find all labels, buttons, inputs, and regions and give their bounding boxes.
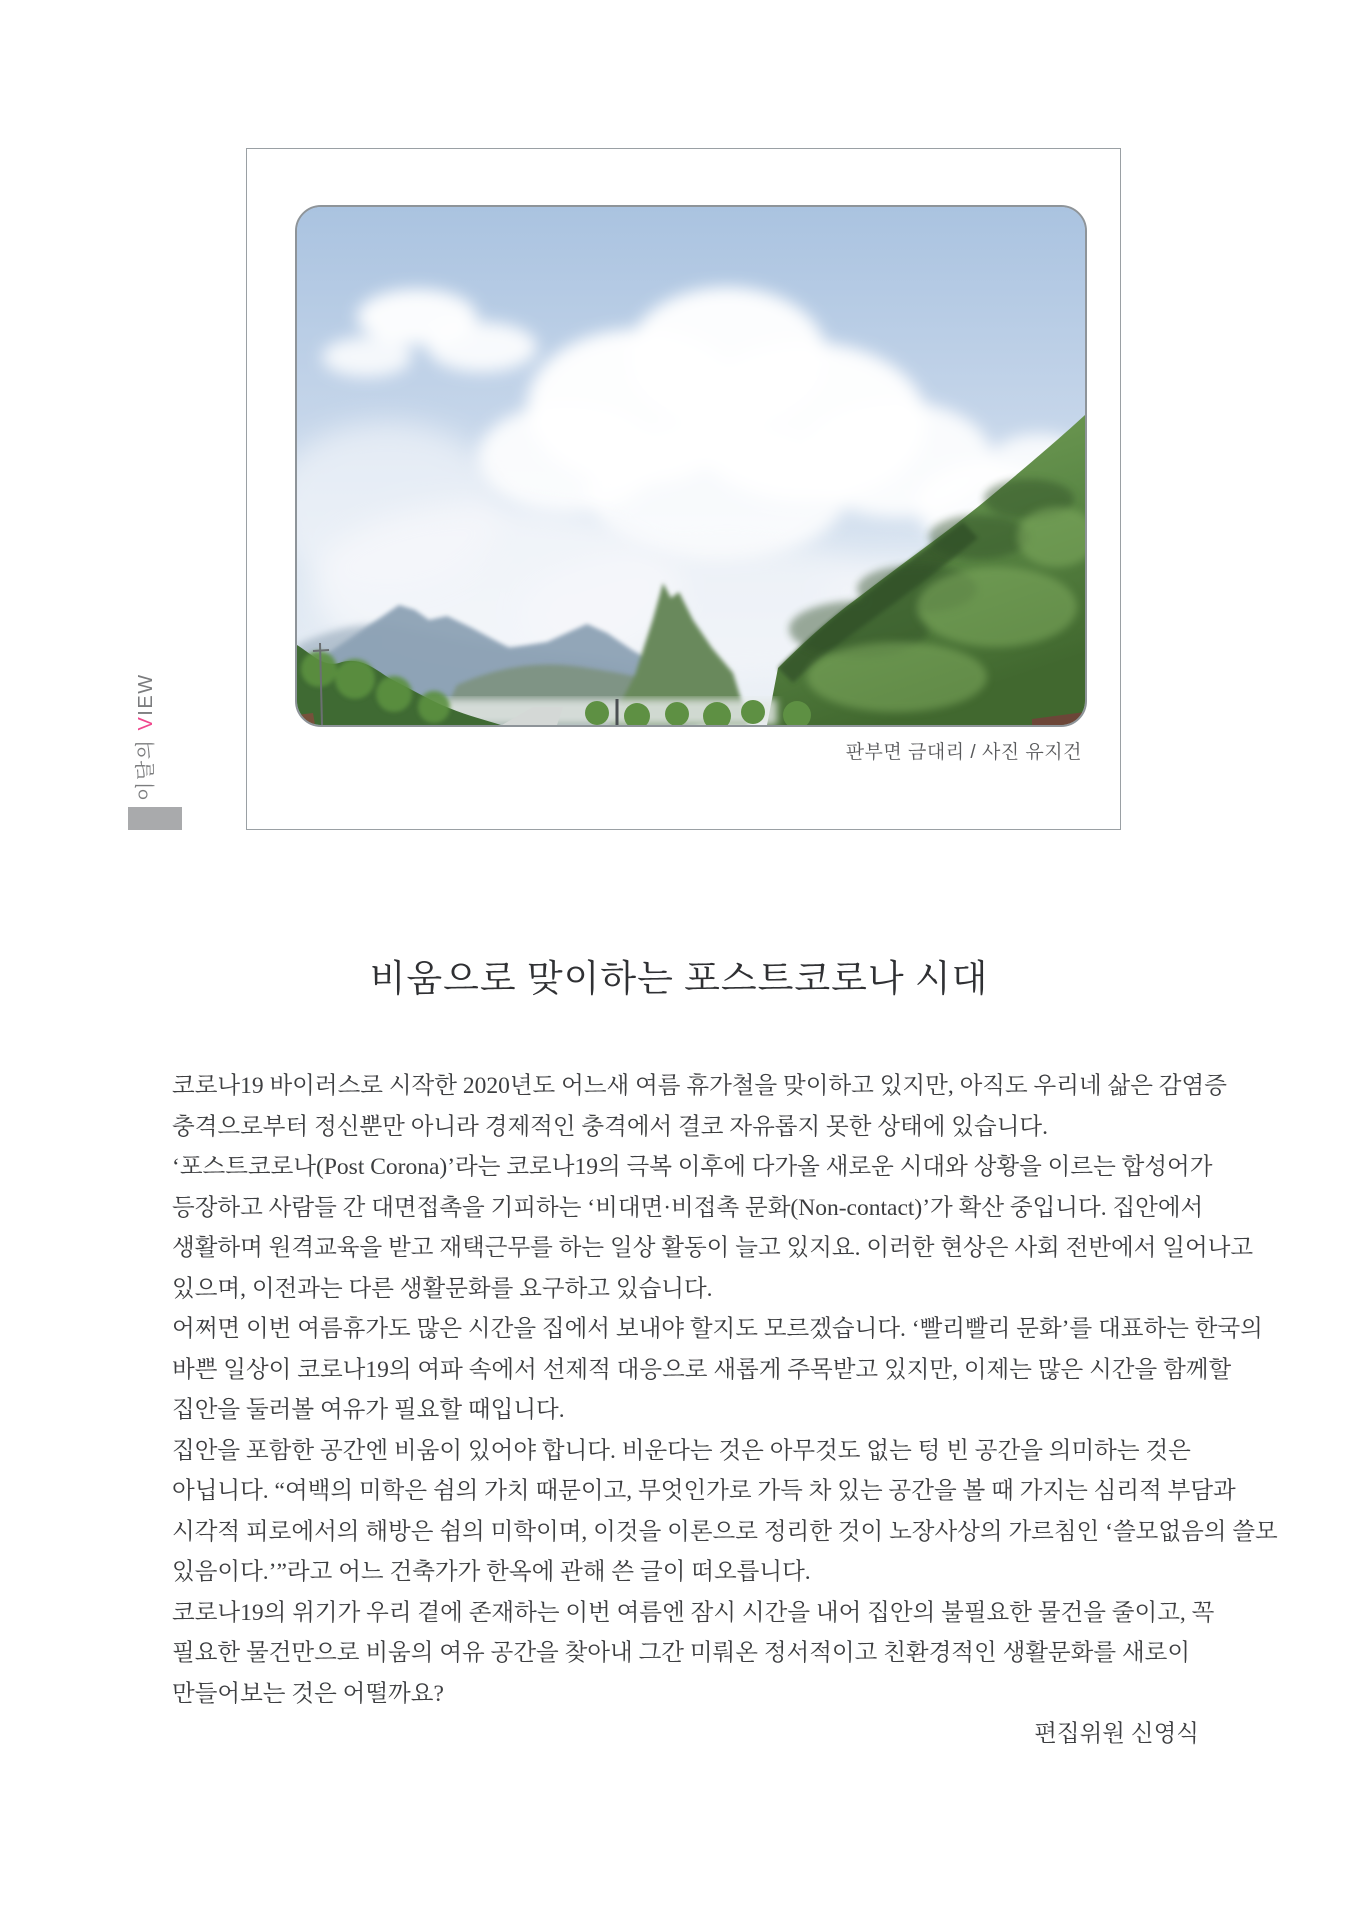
section-tab-marker [128,807,182,830]
body-line: 어쩌면 이번 여름휴가도 많은 시간을 집에서 보내야 할지도 모르겠습니다. ‘빨리빨리 문화’를 대표하는 한국의 [172,1316,1263,1342]
body-line: 코로나19의 위기가 우리 곁에 존재하는 이번 여름엔 잠시 시간을 내어 집안의 불필요한 물건을 줄이고, 꼭 [172,1599,1215,1626]
section-tab-prefix: 이달의 [135,738,157,801]
section-tab-rest: IEW [135,673,157,716]
body-line: 집안을 둘러볼 여유가 필요할 때입니다. [172,1397,565,1423]
section-tab-accent-letter: V [135,715,157,731]
body-line: 코로나19 바이러스로 시작한 2020년도 어느새 여름 휴가철을 맞이하고 있지만, 아직도 우리네 삶은 감염증 [172,1073,1227,1099]
body-line: 있음이다.’”라고 어느 건축가가 한옥에 관해 쓴 글이 떠오릅니다. [172,1559,811,1585]
body-line: 바쁜 일상이 코로나19의 여파 속에서 선제적 대응으로 새롭게 주목받고 있지만, 이제는 많은 시간을 함께할 [172,1356,1232,1383]
article-title: 비움으로 맞이하는 포스트코로나 시대 [369,959,989,1000]
body-line: 집안을 포함한 공간엔 비움이 있어야 합니다. 비운다는 것은 아무것도 없는 텅 빈 공간을 의미하는 것은 [172,1437,1191,1464]
body-line: 등장하고 사람들 간 대면접촉을 기피하는 ‘비대면·비접촉 문화(Non-contact)’가 확산 중입니다. 집안에서 [172,1194,1204,1221]
landscape-photo [295,205,1087,727]
photo-frame [246,148,1121,830]
landscape-photo-art [297,207,1085,725]
body-line: 충격으로부터 정신뿐만 아니라 경제적인 충격에서 결코 자유롭지 못한 상태에 있습니다. [172,1113,1048,1140]
byline: 편집위원 신영식 [1034,1721,1199,1747]
section-tab [129,673,158,801]
body-line: 아닙니다. “여백의 미학은 쉼의 가치 때문이고, 무엇인가로 가득 차 있는 공간을 볼 때 가지는 심리적 부담과 [172,1478,1236,1504]
photo-caption: 판부면 금대리 / 사진 유지건 [845,742,1082,763]
body-line: 만들어보는 것은 어떨까요? [172,1680,444,1707]
article-body [172,1066,1278,1755]
body-line: ‘포스트코로나(Post Corona)’라는 코로나19의 극복 이후에 다가올 새로운 시대와 상황을 이르는 합성어가 [172,1154,1213,1180]
body-line: 시각적 피로에서의 해방은 쉼의 미학이며, 이것을 이론으로 정리한 것이 노장사상의 가르침인 ‘쓸모없음의 쓸모 [172,1518,1278,1545]
body-line: 생활하며 원격교육을 받고 재택근무를 하는 일상 활동이 늘고 있지요. 이러한 현상은 사회 전반에서 일어나고 [172,1235,1254,1261]
body-line: 있으며, 이전과는 다른 생활문화를 요구하고 있습니다. [172,1275,713,1302]
body-line: 필요한 물건만으로 비움의 여유 공간을 찾아내 그간 미뤄온 정서적이고 친환경적인 생활문화를 새로이 [172,1640,1191,1666]
